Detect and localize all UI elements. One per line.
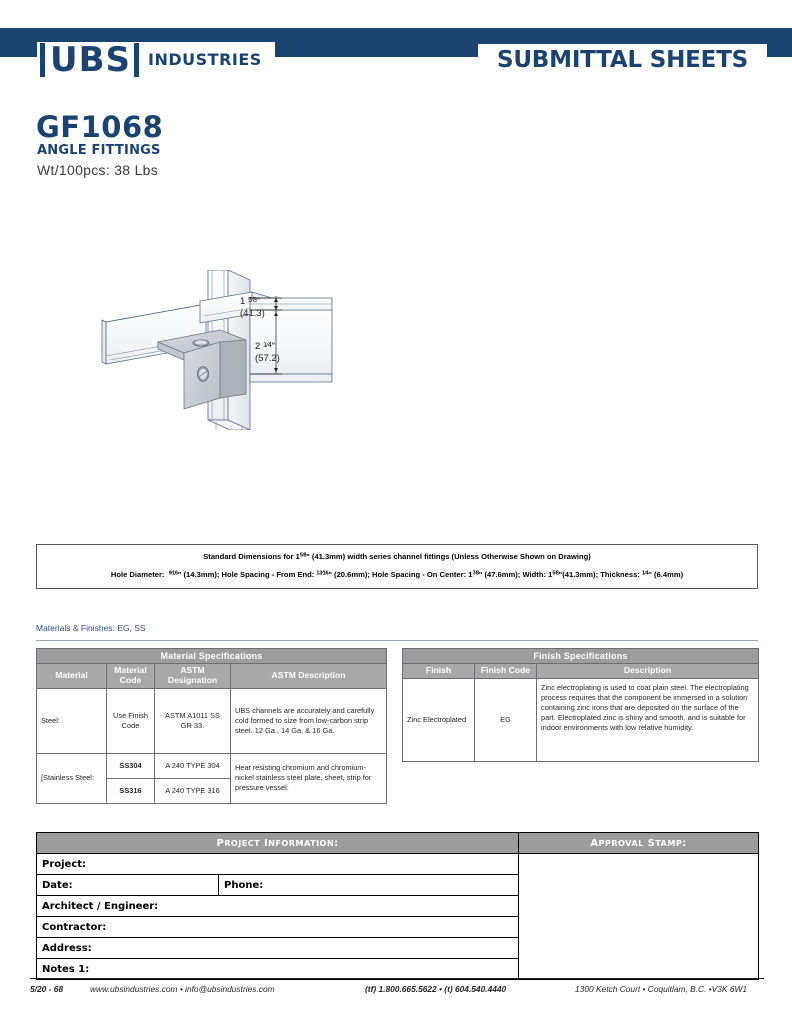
page-title: GF1068 <box>36 110 164 144</box>
field-label-architect-engineer[interactable]: Architect / Engineer: <box>37 896 519 917</box>
logo-secondary-text: INDUSTRIES <box>148 49 262 69</box>
logo-left-bar <box>40 43 45 77</box>
logo-right-bar <box>134 43 139 77</box>
table-row <box>403 678 759 761</box>
field-label-contractor[interactable]: Contractor: <box>37 917 519 938</box>
field-label-phone[interactable]: Phone: <box>219 875 519 896</box>
dimension-height-metric: (57.2) <box>255 352 280 364</box>
product-weight: Wt/100pcs: 38 Lbs <box>37 162 159 178</box>
footer-divider <box>30 978 764 979</box>
product-technical-drawing <box>100 270 360 430</box>
table-header-row <box>37 833 759 854</box>
table-row <box>37 753 387 778</box>
field-label-address[interactable]: Address: <box>37 938 519 959</box>
standard-dimensions-line-1: Standard Dimensions for $1^{5⁄8}$" (41.3mm) width series channel fittings (Unless Otherwise Shown on Drawing) <box>203 552 591 561</box>
finish-specifications-table <box>402 648 759 762</box>
logo-primary-text: UBS <box>50 40 132 80</box>
material-table-title: Material Specifications <box>37 649 387 664</box>
cell-astm-designation-ss316: A 240 TYPE 316 <box>155 778 231 803</box>
dimension-height-imperial: 2 1⁄4" <box>255 340 276 353</box>
column-header-material: Material <box>37 664 107 689</box>
cell-material-steel: Steel: <box>37 688 107 753</box>
dimension-width-label <box>240 295 265 320</box>
materials-finishes-divider <box>36 640 758 641</box>
footer-page-number: 5/20 - 68 <box>30 984 64 994</box>
finish-table-title: Finish Specifications <box>403 649 759 664</box>
cell-finish-code: EG <box>475 678 537 761</box>
cell-astm-designation-steel: ASTM A1011 SS GR 33. <box>155 688 231 753</box>
column-header-finish-description: Description <box>537 664 759 679</box>
cell-finish-description: Zinc electroplating is used to coat plain steel. The electroplating process requires that the component be immersed in a solution containing zinc irons that are deposited on the surface of the part. Electroplated zinc is shiny and smooth, and is suitable for indoor environments with low relative humidity. <box>537 678 759 761</box>
cell-finish-name: Zinc Electroplated <box>403 678 475 761</box>
standard-dimensions-box <box>36 544 758 589</box>
footer-website[interactable]: www.ubsindustries.com • info@ubsindustries.com <box>90 984 275 994</box>
product-category: ANGLE FITTINGS <box>37 143 161 158</box>
materials-finishes-label: Materials & Finishes: EG, SS <box>36 623 146 633</box>
cell-material-code-steel: Use Finish Code <box>107 688 155 753</box>
table-header-row <box>37 664 387 689</box>
approval-stamp-title: APPROVAL STAMP: <box>519 833 759 854</box>
project-information-table <box>36 832 759 980</box>
table-row <box>37 688 387 753</box>
dimension-width-imperial: 1 5⁄8" <box>240 295 261 308</box>
table-title-row <box>37 649 387 664</box>
column-header-astm-description: ASTM Description <box>231 664 387 689</box>
cell-material-code-ss316: SS316 <box>107 778 155 803</box>
field-label-project[interactable]: Project: <box>37 854 519 875</box>
footer-phone: (tf) 1.800.665.5622 • (t) 604.540.4440 <box>365 984 507 994</box>
footer-address: 1300 Ketch Court • Coquitlam, B.C. •V3K 6W1 <box>575 984 748 994</box>
submittal-sheets-title: SUBMITTAL SHEETS <box>496 47 749 73</box>
isometric-drawing-svg <box>100 270 360 430</box>
approval-stamp-area[interactable] <box>519 854 759 980</box>
page-footer <box>30 984 764 1000</box>
dimension-height-label <box>255 340 280 365</box>
column-header-finish: Finish <box>403 664 475 679</box>
column-header-finish-code: Finish Code <box>475 664 537 679</box>
field-label-date[interactable]: Date: <box>37 875 219 896</box>
column-header-astm-designation: ASTM Designation <box>155 664 231 689</box>
cell-astm-designation-ss304: A 240 TYPE 304 <box>155 753 231 778</box>
material-specifications-table <box>36 648 387 804</box>
submittal-sheets-banner <box>478 44 767 76</box>
column-header-material-code: Material Code <box>107 664 155 689</box>
cell-material-code-ss304: SS304 <box>107 753 155 778</box>
standard-dimensions-line-2: Hole Diameter: $^{9⁄16}$" (14.3mm); Hole Spacing - From End: $^{13⁄16}$" (20.6mm); Hole Spacing - On Center: $1^{7⁄8}$" (47.6mm); Width: $1^{5⁄8}"(41.3mm)$; Thickness: $^{1⁄4}$" (6.4mm) <box>110 570 684 579</box>
table-row-project <box>37 854 759 875</box>
cell-material-stainless: [Stainless Steel: <box>37 753 107 803</box>
cell-astm-description-stainless: Heat resisting chromium and chromium-nickel stainless steel plate, sheet, strip for pressure vessel. <box>231 753 387 803</box>
company-logo <box>37 42 275 78</box>
project-information-title: PROJECT INFORMATION: <box>37 833 519 854</box>
table-title-row <box>403 649 759 664</box>
field-label-notes[interactable]: Notes 1: <box>37 959 519 980</box>
table-header-row <box>403 664 759 679</box>
dimension-width-metric: (41.3) <box>240 307 265 319</box>
cell-astm-description-steel: UBS channels are accurately and carefully cold formed to size from low-carbon strip steel. 12 Ga., 14 Ga. & 16 Ga. <box>231 688 387 753</box>
